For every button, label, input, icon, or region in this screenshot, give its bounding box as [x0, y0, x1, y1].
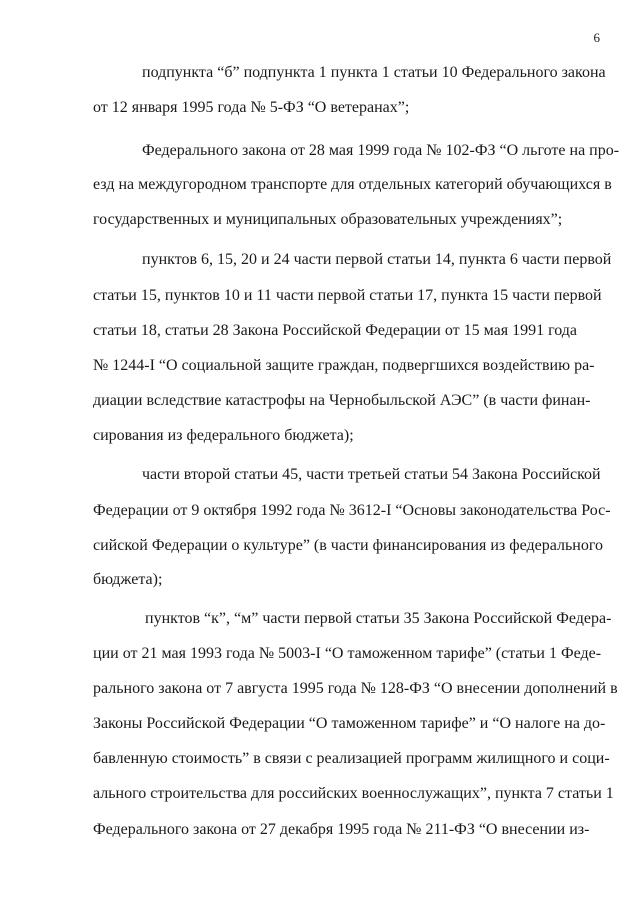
text-line: части второй статьи 45, части третьей статьи 54 Закона Российской — [142, 466, 601, 483]
text-line: Федерального закона от 27 декабря 1995 года № 211-ФЗ “О внесении из- — [93, 821, 590, 838]
text-line: Федерального закона от 28 мая 1999 года № 102-ФЗ “О льготе на про- — [142, 142, 620, 159]
text-line: Законы Российской Федерации “О таможенном тарифе” и “О налоге на до- — [93, 715, 606, 732]
text-line: сирования из федерального бюджета); — [93, 427, 354, 444]
text-line: бюджета); — [93, 571, 163, 588]
page-number: 6 — [593, 30, 600, 45]
text-line: сийской Федерации о культуре” (в части финансирования из федерального — [93, 537, 603, 554]
text-line: пунктов 6, 15, 20 и 24 части первой статьи 14, пункта 6 части первой — [142, 251, 612, 268]
text-line: от 12 января 1995 года № 5-ФЗ “О ветеранах”; — [93, 99, 410, 116]
text-line: рального закона от 7 августа 1995 года № 128-ФЗ “О внесении дополнений в — [93, 680, 618, 697]
text-line: подпункта “б” подпункта 1 пункта 1 статьи 10 Федерального закона — [142, 64, 606, 81]
text-line: № 1244-I “О социальной защите граждан, подвергшихся воздействию ра- — [93, 357, 595, 374]
text-line: статьи 15, пунктов 10 и 11 части первой статьи 17, пункта 15 части первой — [93, 287, 602, 304]
text-line: статьи 18, статьи 28 Закона Российской Федерации от 15 мая 1991 года — [93, 322, 578, 339]
text-line: бавленную стоимость” в связи с реализацией программ жилищного и соци- — [93, 750, 610, 767]
text-line: государственных и муниципальных образовательных учреждениях”; — [93, 211, 563, 228]
text-line: ального строительства для российских военнослужащих”, пункта 7 статьи 1 — [93, 785, 614, 802]
text-line: Федерации от 9 октября 1992 года № 3612-I “Основы законодательства Рос- — [93, 502, 611, 519]
text-line: пунктов “к”, “м” части первой статьи 35 Закона Российской Федера- — [145, 610, 612, 627]
text-line: езд на междугородном транспорте для отдельных категорий обучающихся в — [93, 176, 612, 193]
text-line: ции от 21 мая 1993 года № 5003-I “О таможенном тарифе” (статьи 1 Феде- — [93, 645, 602, 662]
text-line: диации вследствие катастрофы на Чернобыльской АЭС” (в части финан- — [93, 392, 591, 409]
